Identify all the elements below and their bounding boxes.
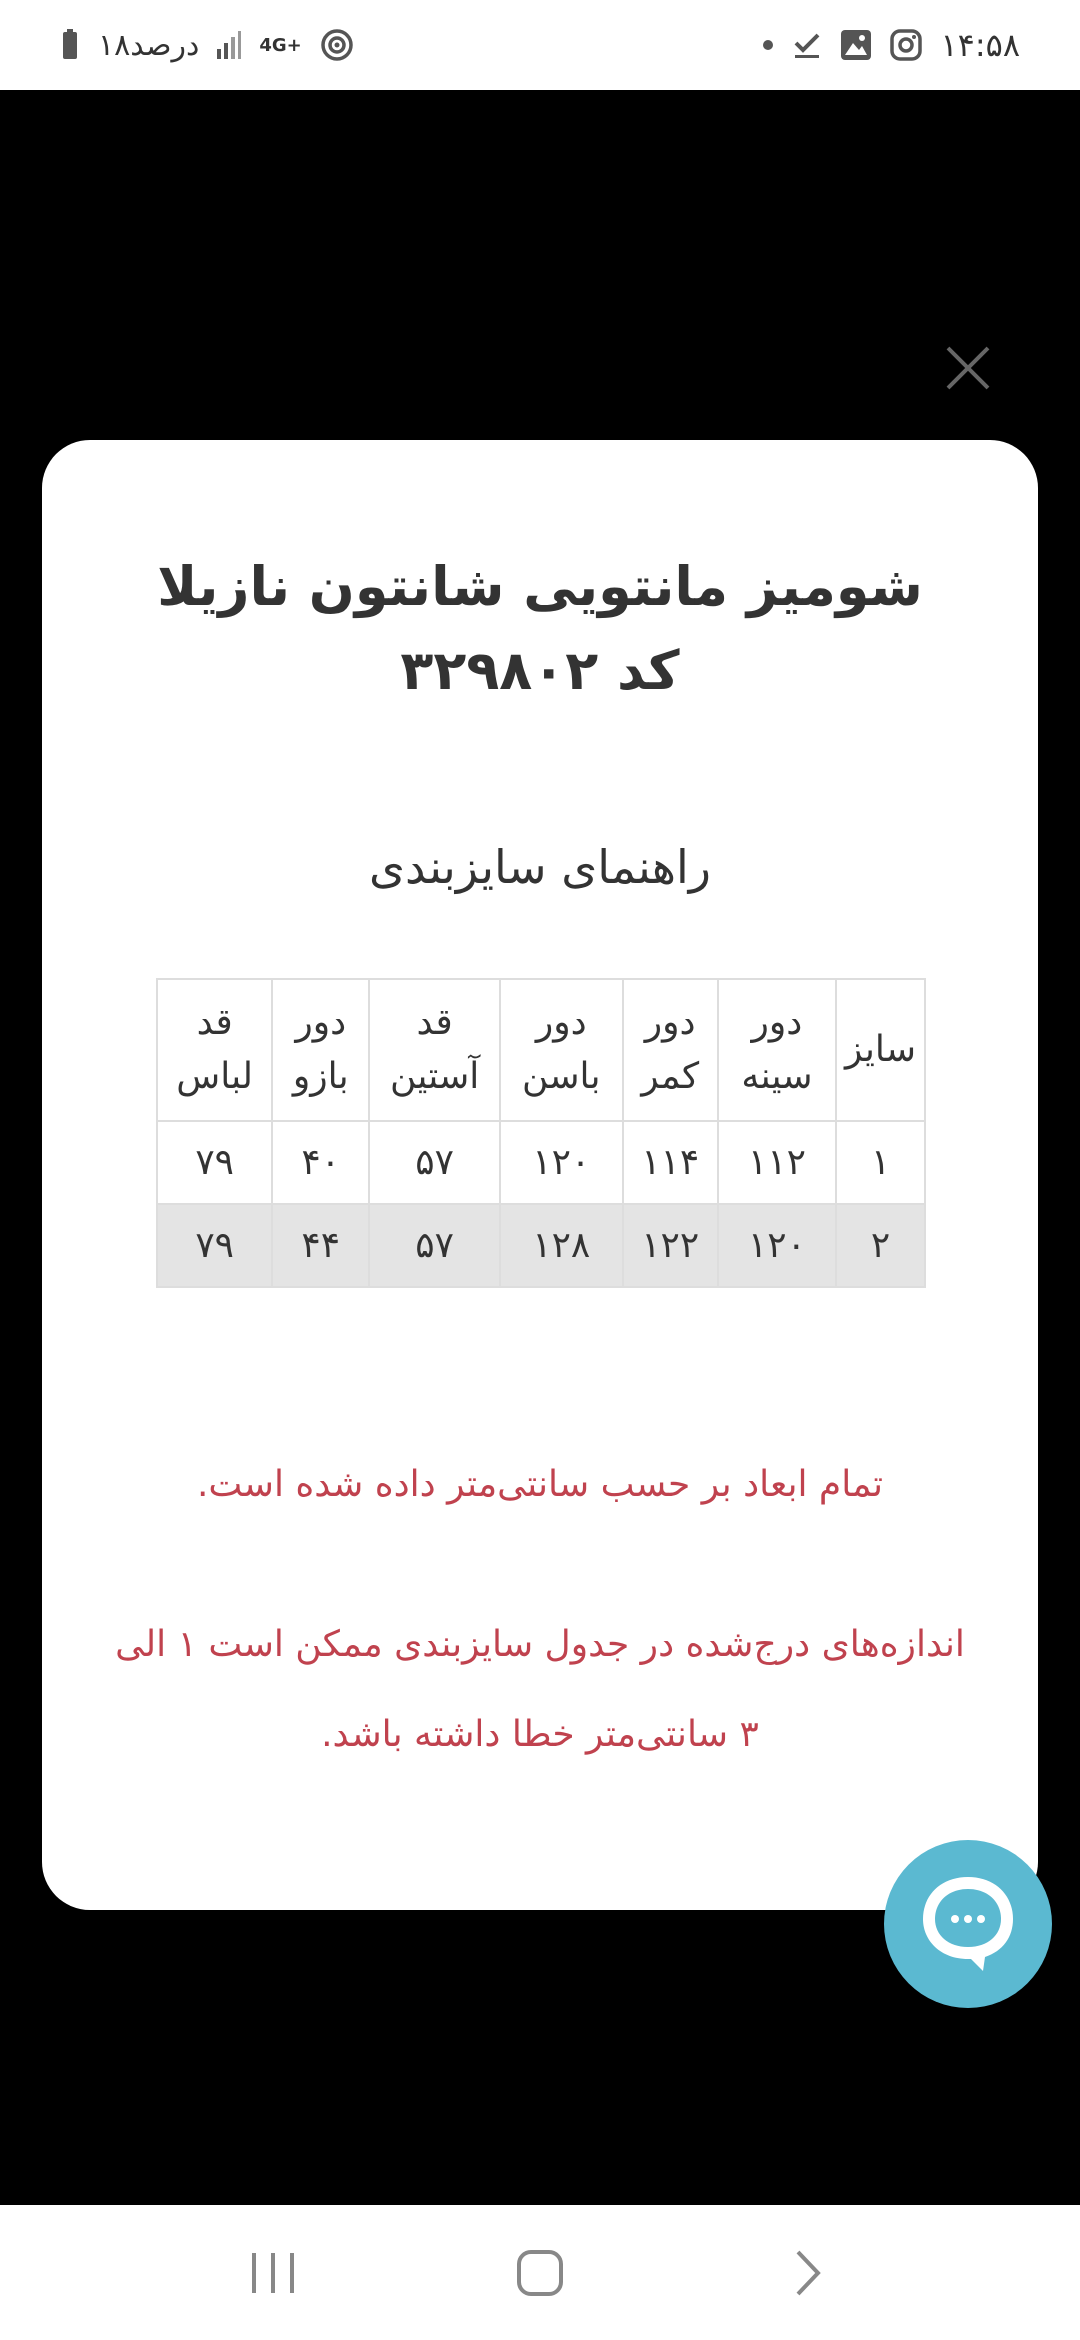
- instagram-icon: [890, 29, 922, 61]
- table-header-cell: قد لباس: [157, 979, 272, 1121]
- table-cell: ۱۲۰: [718, 1204, 836, 1287]
- check-icon: [792, 30, 822, 60]
- size-guide-title: راهنمای سایزبندی: [369, 840, 711, 894]
- table-header-cell: دور باسن: [500, 979, 623, 1121]
- table-header-cell: سایز: [836, 979, 925, 1121]
- table-cell: ۱۲۸: [500, 1204, 623, 1287]
- back-icon[interactable]: [762, 2228, 852, 2318]
- table-cell: ۱۱۲: [718, 1121, 836, 1204]
- table-cell: ۱: [836, 1121, 925, 1204]
- status-bar: [0, 0, 1080, 90]
- table-cell: ۴۴: [272, 1204, 369, 1287]
- dot-icon: [762, 39, 774, 51]
- table-cell: ۷۹: [157, 1204, 272, 1287]
- table-header-cell: دور کمر: [623, 979, 718, 1121]
- battery-icon: [60, 29, 80, 61]
- table-cell: ۵۷: [369, 1204, 500, 1287]
- table-cell: ۱۲۲: [623, 1204, 718, 1287]
- table-row: [157, 1204, 925, 1287]
- table-header-cell: دور بازو: [272, 979, 369, 1121]
- tolerance-note: اندازه‌های درج‌شده در جدول سایزبندی ممکن است ۱ الی ۳ سانتی‌متر خطا داشته باشد.: [115, 1624, 965, 1755]
- product-title: شومیز مانتویی شانتون نازیلا کد ۳۲۹۸۰۲: [157, 555, 923, 702]
- size-table: [156, 978, 926, 1288]
- table-cell: ۷۹: [157, 1121, 272, 1204]
- signal-icon: [217, 31, 241, 59]
- units-note: تمام ابعاد بر حسب سانتی‌متر داده شده است.: [196, 1464, 884, 1505]
- size-guide-modal: [42, 440, 1038, 1910]
- battery-percent: ۱۸درصد: [98, 27, 200, 63]
- table-header-cell: قد آستین: [369, 979, 500, 1121]
- recents-icon[interactable]: [228, 2228, 318, 2318]
- chat-button[interactable]: [884, 1840, 1052, 2008]
- close-icon[interactable]: [940, 340, 996, 396]
- table-header-row: [157, 979, 925, 1121]
- table-cell: ۵۷: [369, 1121, 500, 1204]
- status-left: [60, 28, 354, 63]
- table-header-cell: دور سینه: [718, 979, 836, 1121]
- gallery-icon: [840, 29, 872, 61]
- table-cell: ۱۱۴: [623, 1121, 718, 1204]
- home-icon[interactable]: [495, 2228, 585, 2318]
- chat-bubble-icon: [913, 1867, 1023, 1981]
- hotspot-icon: [320, 28, 354, 62]
- table-cell: ۴۰: [272, 1121, 369, 1204]
- navigation-bar: [0, 2205, 1080, 2340]
- table-cell: ۲: [836, 1204, 925, 1287]
- table-row: [157, 1121, 925, 1204]
- clock: ۱۴:۵۸: [940, 26, 1020, 64]
- table-cell: ۱۲۰: [500, 1121, 623, 1204]
- status-right: [762, 26, 1020, 64]
- network-type: 4G+: [259, 34, 302, 56]
